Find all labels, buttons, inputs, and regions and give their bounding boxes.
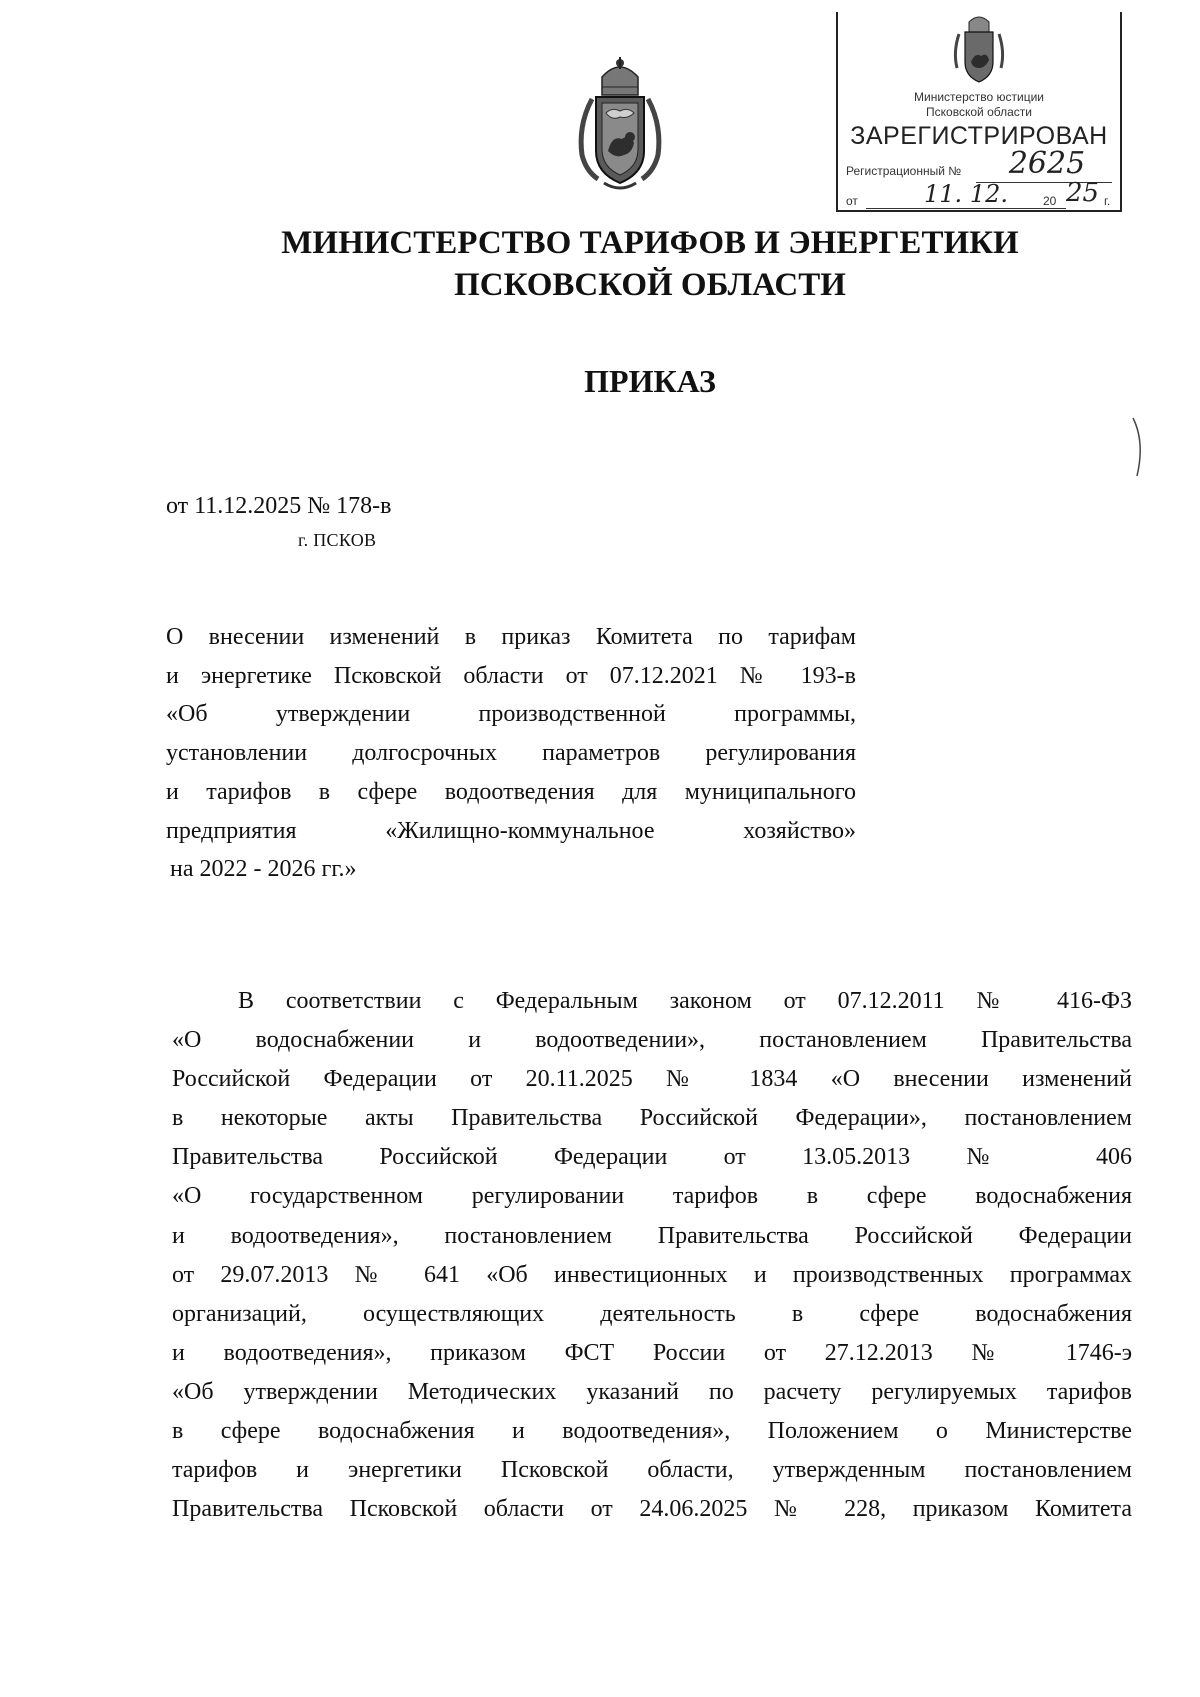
stamp-coat-of-arms-icon (951, 12, 1007, 90)
stamp-reg-date: 11. 12. (924, 180, 1008, 208)
subject-line: «Об утверждении производственной программы, (166, 701, 856, 728)
registration-stamp (836, 12, 1122, 212)
body-line: и водоотведения», постановлением Правительства Российской Федерации (172, 1222, 1132, 1249)
body-line: организаций, осуществляющих деятельность в сфере водоснабжения (172, 1300, 1132, 1327)
order-number-line: от 11.12.2025 № 178-в (166, 493, 392, 519)
stamp-year-suffix: 25 (1066, 178, 1100, 208)
order-title: ПРИКАЗ (584, 363, 716, 399)
stamp-ministry-line2: Псковской области (926, 105, 1032, 119)
subject-line: на 2022 - 2026 гг.» (170, 856, 357, 883)
ministry-title-line1: МИНИСТЕРСТВО ТАРИФОВ И ЭНЕРГЕТИКИ (281, 225, 1019, 261)
subject-line: установлении долгосрочных параметров регулирования (166, 740, 856, 767)
body-line: и водоотведения», приказом ФСТ России от 27.12.2013 № 1746-э (172, 1339, 1132, 1366)
body-line: «О водоснабжении и водоотведении», постановлением Правительства (172, 1027, 1132, 1054)
body-line: от 29.07.2013 № 641 «Об инвестиционных и производственных программах (172, 1261, 1132, 1288)
stamp-from-label: от (846, 194, 858, 208)
subject-line: О внесении изменений в приказ Комитета по тарифам (166, 624, 856, 650)
order-body (172, 982, 1132, 1529)
body-line: в некоторые акты Правительства Российской Федерации», постановлением (172, 1105, 1132, 1132)
stamp-ministry-line1: Министерство юстиции (914, 90, 1044, 104)
stamp-registered-label: ЗАРЕГИСТРИРОВАН (850, 122, 1108, 150)
coat-of-arms-icon (572, 55, 668, 195)
body-line: тарифов и энергетики Псковской области, утвержденным постановлением (172, 1457, 1132, 1484)
stamp-date-underline (866, 208, 1066, 209)
stamp-reg-number: 2625 (1008, 146, 1086, 181)
subject-line: и тарифов в сфере водоотведения для муниципального (166, 778, 856, 805)
body-line: Правительства Российской Федерации от 13.05.2013 № 406 (172, 1144, 1132, 1171)
body-line: В соответствии с Федеральным законом от 07.12.2011 № 416-ФЗ (238, 988, 1132, 1014)
stamp-year-prefix: 20 (1043, 194, 1057, 208)
body-line: Правительства Псковской области от 24.06.2025 № 228, приказом Комитета (172, 1496, 1132, 1523)
subject-line: предприятия «Жилищно-коммунальное хозяйство» (166, 817, 856, 844)
body-line: в сфере водоснабжения и водоотведения», Положением о Министерстве (172, 1418, 1132, 1445)
order-city: г. ПСКОВ (298, 530, 377, 550)
subject-line: и энергетике Псковской области от 07.12.2021 № 193-в (166, 662, 856, 689)
order-subject (166, 618, 856, 889)
body-line: Российской Федерации от 20.11.2025 № 1834 «О внесении изменений (172, 1066, 1132, 1093)
ministry-title-line2: ПСКОВСКОЙ ОБЛАСТИ (454, 267, 846, 303)
stamp-year-abbrev: г. (1104, 194, 1111, 208)
body-line: «О государственном регулировании тарифов в сфере водоснабжения (172, 1183, 1132, 1210)
stamp-reg-number-label: Регистрационный № (846, 164, 962, 178)
margin-bracket-mark-icon (1125, 412, 1155, 482)
body-line: «Об утверждении Методических указаний по расчету регулируемых тарифов (172, 1378, 1132, 1405)
